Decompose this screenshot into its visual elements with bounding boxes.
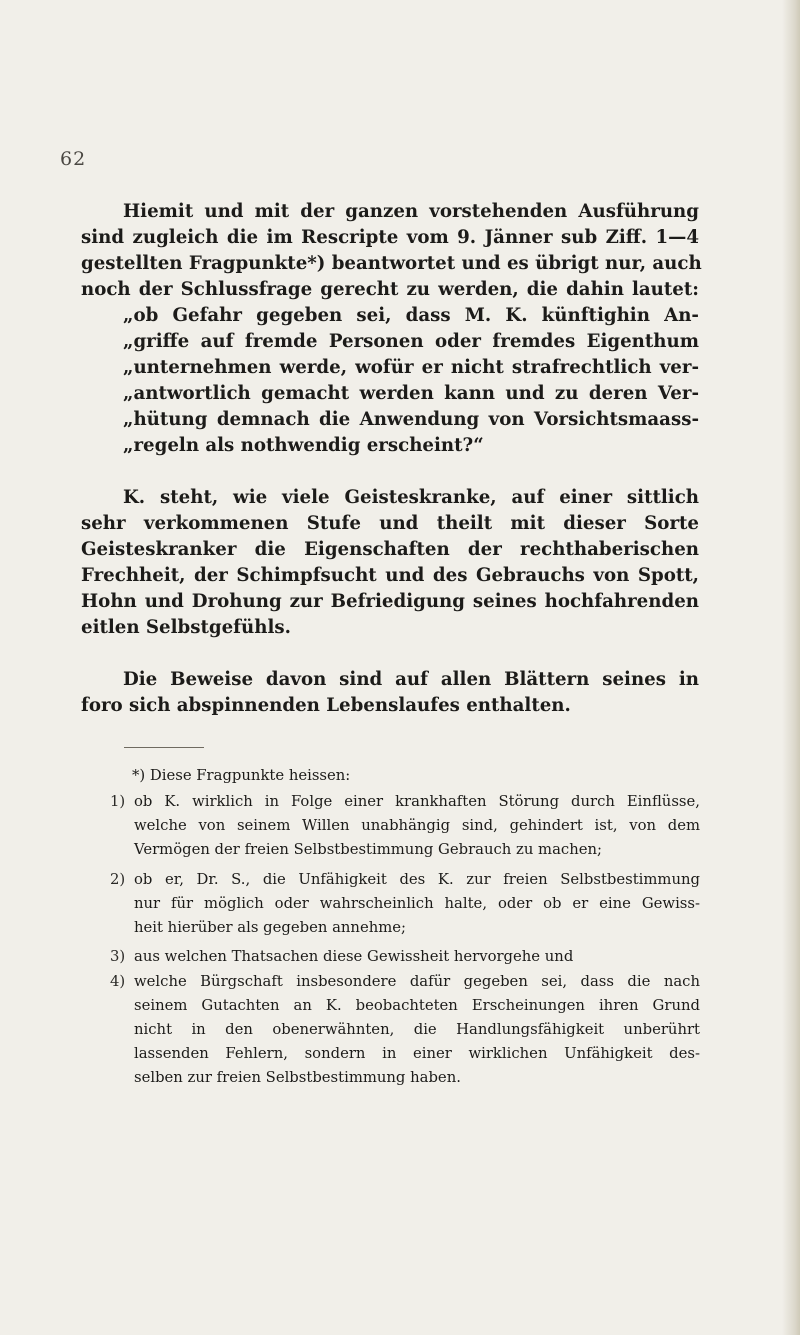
footnote-line: selben zur freien Selbstbestimmung haben. [134, 1069, 461, 1086]
footnote-item-number: 1) [110, 793, 126, 810]
paragraph-2 [81, 485, 699, 641]
page-edge-shadow [782, 0, 800, 1335]
text-line: Frechheit, der Schimpfsucht und des Gebrauchs von Spott, [81, 565, 699, 586]
text-line: Hohn und Drohung zur Befriedigung seines hochfahrenden [81, 591, 699, 612]
paragraph-3 [81, 667, 699, 719]
footnote-item-number: 3) [110, 948, 126, 965]
text-line: sind zugleich die im Rescripte vom 9. Jänner sub Ziff. 1—4 [81, 227, 699, 248]
text-line: K. steht, wie viele Geisteskranke, auf einer sittlich [123, 487, 699, 508]
quoted-question [123, 303, 699, 459]
text-line: Die Beweise davon sind auf allen Blättern seines in [123, 669, 699, 690]
footnote-line: welche Bürgschaft insbesondere dafür gegeben sei, dass die nach [134, 973, 700, 990]
footnote-line: ob K. wirklich in Folge einer krankhaften Störung durch Einflüsse, [134, 793, 700, 810]
footnote-item-number: 2) [110, 871, 126, 888]
footnote-line: nicht in den obenerwähnten, die Handlungsfähigkeit unberührt [134, 1021, 700, 1038]
quote-line: „hütung demnach die Anwendung von Vorsichtsmaass- [123, 409, 699, 430]
footnote-line: heit hierüber als gegeben annehme; [134, 919, 407, 936]
footnote-item-text [134, 868, 700, 940]
text-line: eitlen Selbstgefühls. [81, 617, 291, 638]
text-line: sehr verkommenen Stufe und theilt mit dieser Sorte [81, 513, 699, 534]
quote-line: „regeln als nothwendig erscheint?“ [123, 435, 484, 456]
text-line: Geisteskranker die Eigenschaften der rechthaberischen [81, 539, 699, 560]
footnote-rule [124, 747, 204, 748]
text-line: foro sich abspinnenden Lebenslaufes enthalten. [81, 695, 571, 716]
footnote-line: lassenden Fehlern, sondern in einer wirklichen Unfähigkeit des- [134, 1045, 700, 1062]
page-number: 62 [60, 148, 87, 170]
quote-line: „antwortlich gemacht werden kann und zu deren Ver- [123, 383, 699, 404]
main-paragraph [81, 199, 702, 303]
footnote-item-number: 4) [110, 973, 126, 990]
footnote-line: nur für möglich oder wahrscheinlich halte, oder ob er eine Gewiss- [134, 895, 700, 912]
footnote-line: Vermögen der freien Selbstbestimmung Gebrauch zu machen; [134, 841, 602, 858]
footnote-line: welche von seinem Willen unabhängig sind, gehindert ist, von dem [134, 817, 700, 834]
quote-line: „griffe auf fremde Personen oder fremdes Eigenthum [123, 331, 699, 352]
quote-line: „unternehmen werde, wofür er nicht strafrechtlich ver- [123, 357, 699, 378]
text-line: noch der Schlussfrage gerecht zu werden, die dahin lautet: [81, 279, 699, 300]
footnote-line: aus welchen Thatsachen diese Gewissheit hervorgehe und [134, 948, 574, 965]
footnote-item-text [134, 970, 700, 1090]
footnote-line: ob er, Dr. S., die Unfähigkeit des K. zur freien Selbstbestimmung [134, 871, 700, 888]
footnote-intro: *) Diese Fragpunkte heissen: [132, 767, 351, 784]
footnote-item-text [134, 945, 700, 969]
quote-line: „ob Gefahr gegeben sei, dass M. K. künftighin An- [123, 305, 699, 326]
footnote-line: seinem Gutachten an K. beobachteten Erscheinungen ihren Grund [134, 997, 700, 1014]
text-line: Hiemit und mit der ganzen vorstehenden Ausführung [123, 201, 699, 222]
footnote-item-text [134, 790, 700, 862]
text-line: gestellten Fragpunkte*) beantwortet und es übrigt nur, auch [81, 253, 702, 274]
